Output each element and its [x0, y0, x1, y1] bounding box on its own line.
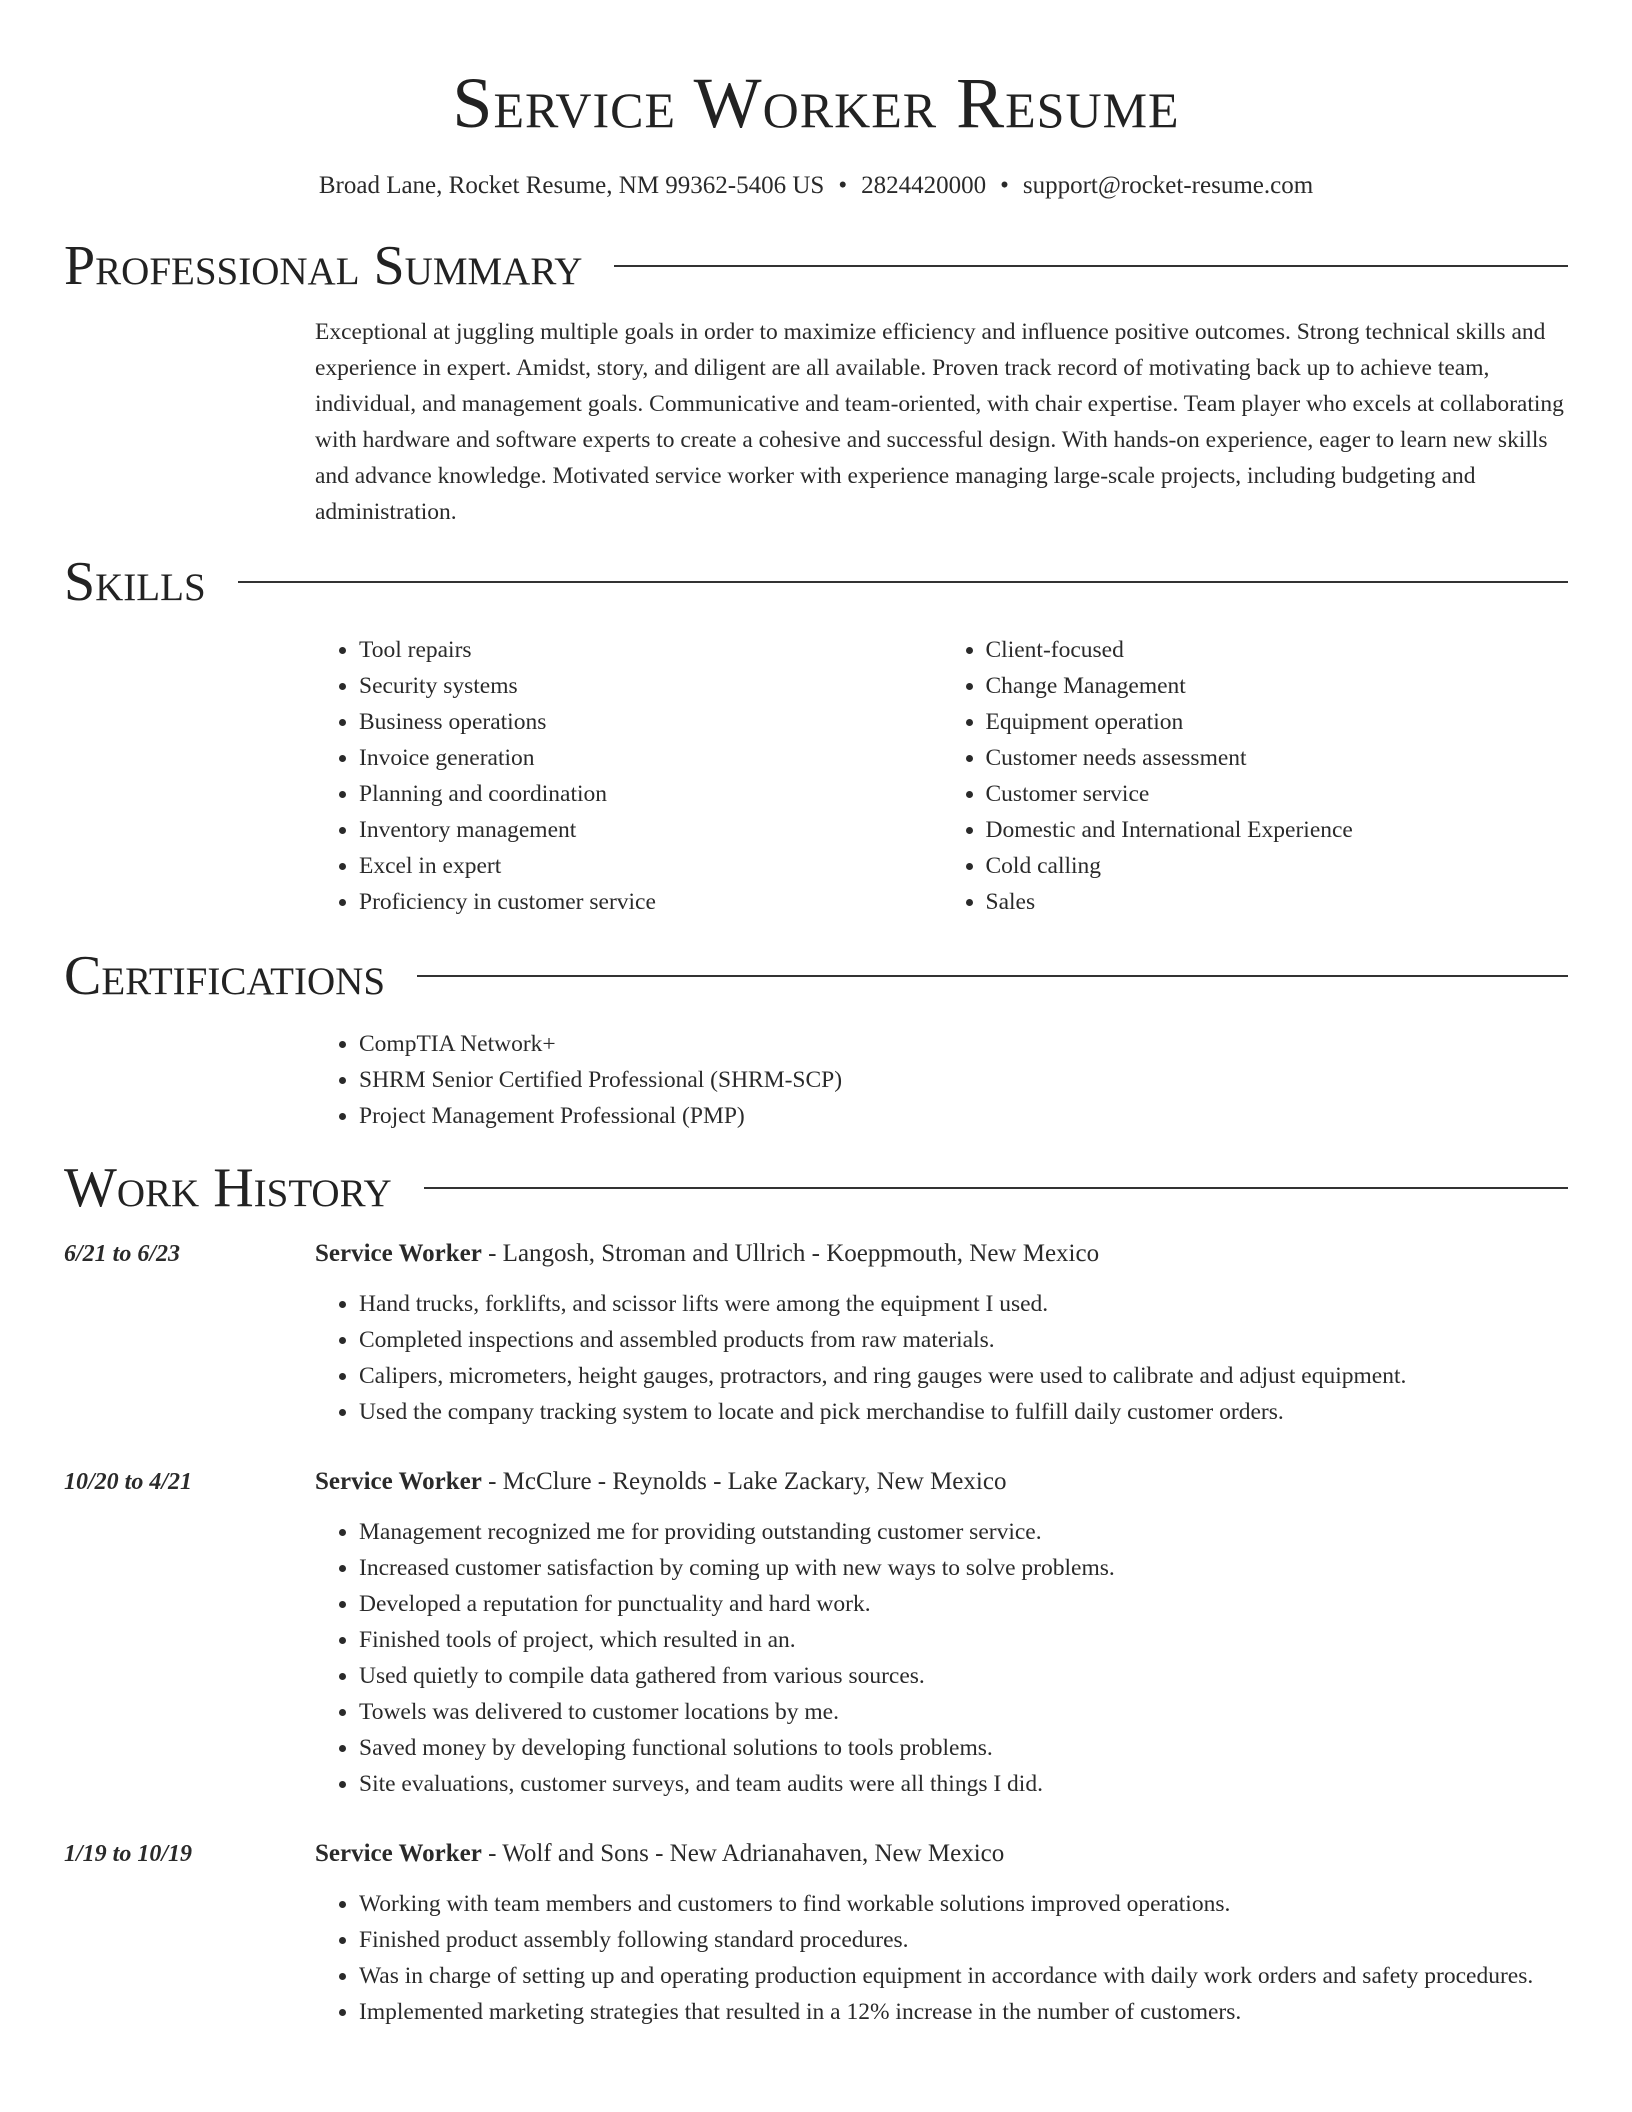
- resume-title: Service Worker Resume: [452, 63, 1180, 143]
- job-dates: 1/19 to 10/19: [64, 1841, 193, 1867]
- section-divider: [614, 265, 1568, 267]
- skill-item: • Proficiency in customer service: [359, 884, 942, 920]
- job-bullet: • Developed a reputation for punctuality and hard work.: [359, 1586, 1568, 1622]
- job-title: Service Worker: [315, 1840, 482, 1867]
- skill-item: • Sales: [986, 884, 1569, 920]
- section-divider: [417, 975, 1568, 977]
- summary-section-header: [64, 230, 1568, 302]
- job-entry: [64, 1236, 1568, 1430]
- job-bullet: • Towels was delivered to customer locations by me.: [359, 1694, 1568, 1730]
- job-bullet: • Was in charge of setting up and operating production equipment in accordance with daily work orders and safety procedures.: [359, 1958, 1568, 1994]
- contact-email: support@rocket-resume.com: [1022, 172, 1314, 199]
- job-bullet: • Finished tools of project, which resulted in an.: [359, 1622, 1568, 1658]
- section-divider: [424, 1187, 1568, 1189]
- skill-item: • Customer needs assessment: [986, 740, 1569, 776]
- skill-item: • Equipment operation: [986, 704, 1569, 740]
- job-bullet: • Finished product assembly following standard procedures.: [359, 1922, 1568, 1958]
- job-entry: [64, 1836, 1568, 2030]
- job-bullets: [315, 1514, 1568, 1802]
- job-bullet: • Implemented marketing strategies that resulted in a 12% increase in the number of customers.: [359, 1994, 1568, 2030]
- skills-section-header: [64, 546, 1568, 618]
- certifications-section-header: [64, 940, 1568, 1012]
- section-divider: [238, 581, 1568, 583]
- skill-item: • Security systems: [359, 668, 942, 704]
- job-bullet: • Management recognized me for providing outstanding customer service.: [359, 1514, 1568, 1550]
- work-history-heading: Work History: [64, 1157, 392, 1219]
- certifications-block: [315, 1026, 1568, 1134]
- job-bullet: • Completed inspections and assembled products from raw materials.: [359, 1322, 1568, 1358]
- job-bullets: [315, 1886, 1568, 2030]
- job-header: [315, 1836, 1568, 1872]
- job-bullet: • Site evaluations, customer surveys, and team audits were all things I did.: [359, 1766, 1568, 1802]
- skill-item: • Tool repairs: [359, 632, 942, 668]
- skills-list-right: [942, 632, 1569, 920]
- work-history-section-header: [64, 1152, 1568, 1224]
- job-details: - Wolf and Sons - New Adrianahaven, New Mexico: [481, 1840, 1005, 1867]
- skill-item: • Business operations: [359, 704, 942, 740]
- job-body: [315, 1836, 1568, 2030]
- summary-text: Exceptional at juggling multiple goals in order to maximize efficiency and influence positive outcomes. Strong technical skills and experience in expert. Amidst, story, and diligent are all available. Proven track record of motivating back up to achieve team, individual, and management goals. Communicative and team-oriented, with chair expertise. Team player who excels at collaborating with hardware and software experts to create a cohesive and successful design. With hands-on experience, eager to learn new skills and advance knowledge. Motivated service worker with experience managing large-scale projects, including budgeting and administration.: [315, 319, 1564, 525]
- certification-item: • SHRM Senior Certified Professional (SHRM-SCP): [359, 1062, 1568, 1098]
- job-bullet: • Saved money by developing functional solutions to tools problems.: [359, 1730, 1568, 1766]
- resume-page: [64, 0, 1568, 2030]
- contact-line: [64, 170, 1568, 202]
- skill-item: • Invoice generation: [359, 740, 942, 776]
- job-dates: 10/20 to 4/21: [64, 1469, 193, 1495]
- job-bullet: • Hand trucks, forklifts, and scissor lifts were among the equipment I used.: [359, 1286, 1568, 1322]
- job-header: [315, 1236, 1568, 1272]
- skills-columns: [315, 632, 1568, 920]
- certifications-list: [315, 1026, 1568, 1134]
- job-bullet: • Used quietly to compile data gathered from various sources.: [359, 1658, 1568, 1694]
- skill-item: • Customer service: [986, 776, 1569, 812]
- skill-item: • Change Management: [986, 668, 1569, 704]
- job-details: - McClure - Reynolds - Lake Zackary, New Mexico: [481, 1468, 1007, 1495]
- job-details: - Langosh, Stroman and Ullrich - Koeppmouth, New Mexico: [481, 1240, 1100, 1267]
- job-bullet: • Calipers, micrometers, height gauges, protractors, and ring gauges were used to calibrate and adjust equipment.: [359, 1358, 1568, 1394]
- job-entry: [64, 1464, 1568, 1802]
- skill-item: • Client-focused: [986, 632, 1569, 668]
- job-body: [315, 1236, 1568, 1430]
- job-bullet: • Used the company tracking system to locate and pick merchandise to fulfill daily customer orders.: [359, 1394, 1568, 1430]
- job-bullet: • Increased customer satisfaction by coming up with new ways to solve problems.: [359, 1550, 1568, 1586]
- job-title: Service Worker: [315, 1240, 482, 1267]
- job-bullet: • Working with team members and customers to find workable solutions improved operations.: [359, 1886, 1568, 1922]
- skill-item: • Cold calling: [986, 848, 1569, 884]
- skills-heading: Skills: [64, 551, 206, 613]
- contact-phone: 2824420000: [861, 172, 987, 199]
- certification-item: • CompTIA Network+: [359, 1026, 1568, 1062]
- separator-dot: •: [1000, 172, 1009, 199]
- job-title: Service Worker: [315, 1468, 482, 1495]
- certifications-heading: Certifications: [64, 945, 386, 1007]
- skill-item: • Inventory management: [359, 812, 942, 848]
- summary-heading: Professional Summary: [64, 235, 583, 297]
- job-dates: 6/21 to 6/23: [64, 1241, 181, 1267]
- contact-address: Broad Lane, Rocket Resume, NM 99362-5406 US: [318, 172, 825, 199]
- job-bullets: [315, 1286, 1568, 1430]
- job-header: [315, 1464, 1568, 1500]
- skill-item: • Excel in expert: [359, 848, 942, 884]
- job-body: [315, 1464, 1568, 1802]
- skills-list-left: [315, 632, 942, 920]
- skill-item: • Planning and coordination: [359, 776, 942, 812]
- separator-dot: •: [838, 172, 848, 199]
- certification-item: • Project Management Professional (PMP): [359, 1098, 1568, 1134]
- skill-item: • Domestic and International Experience: [986, 812, 1569, 848]
